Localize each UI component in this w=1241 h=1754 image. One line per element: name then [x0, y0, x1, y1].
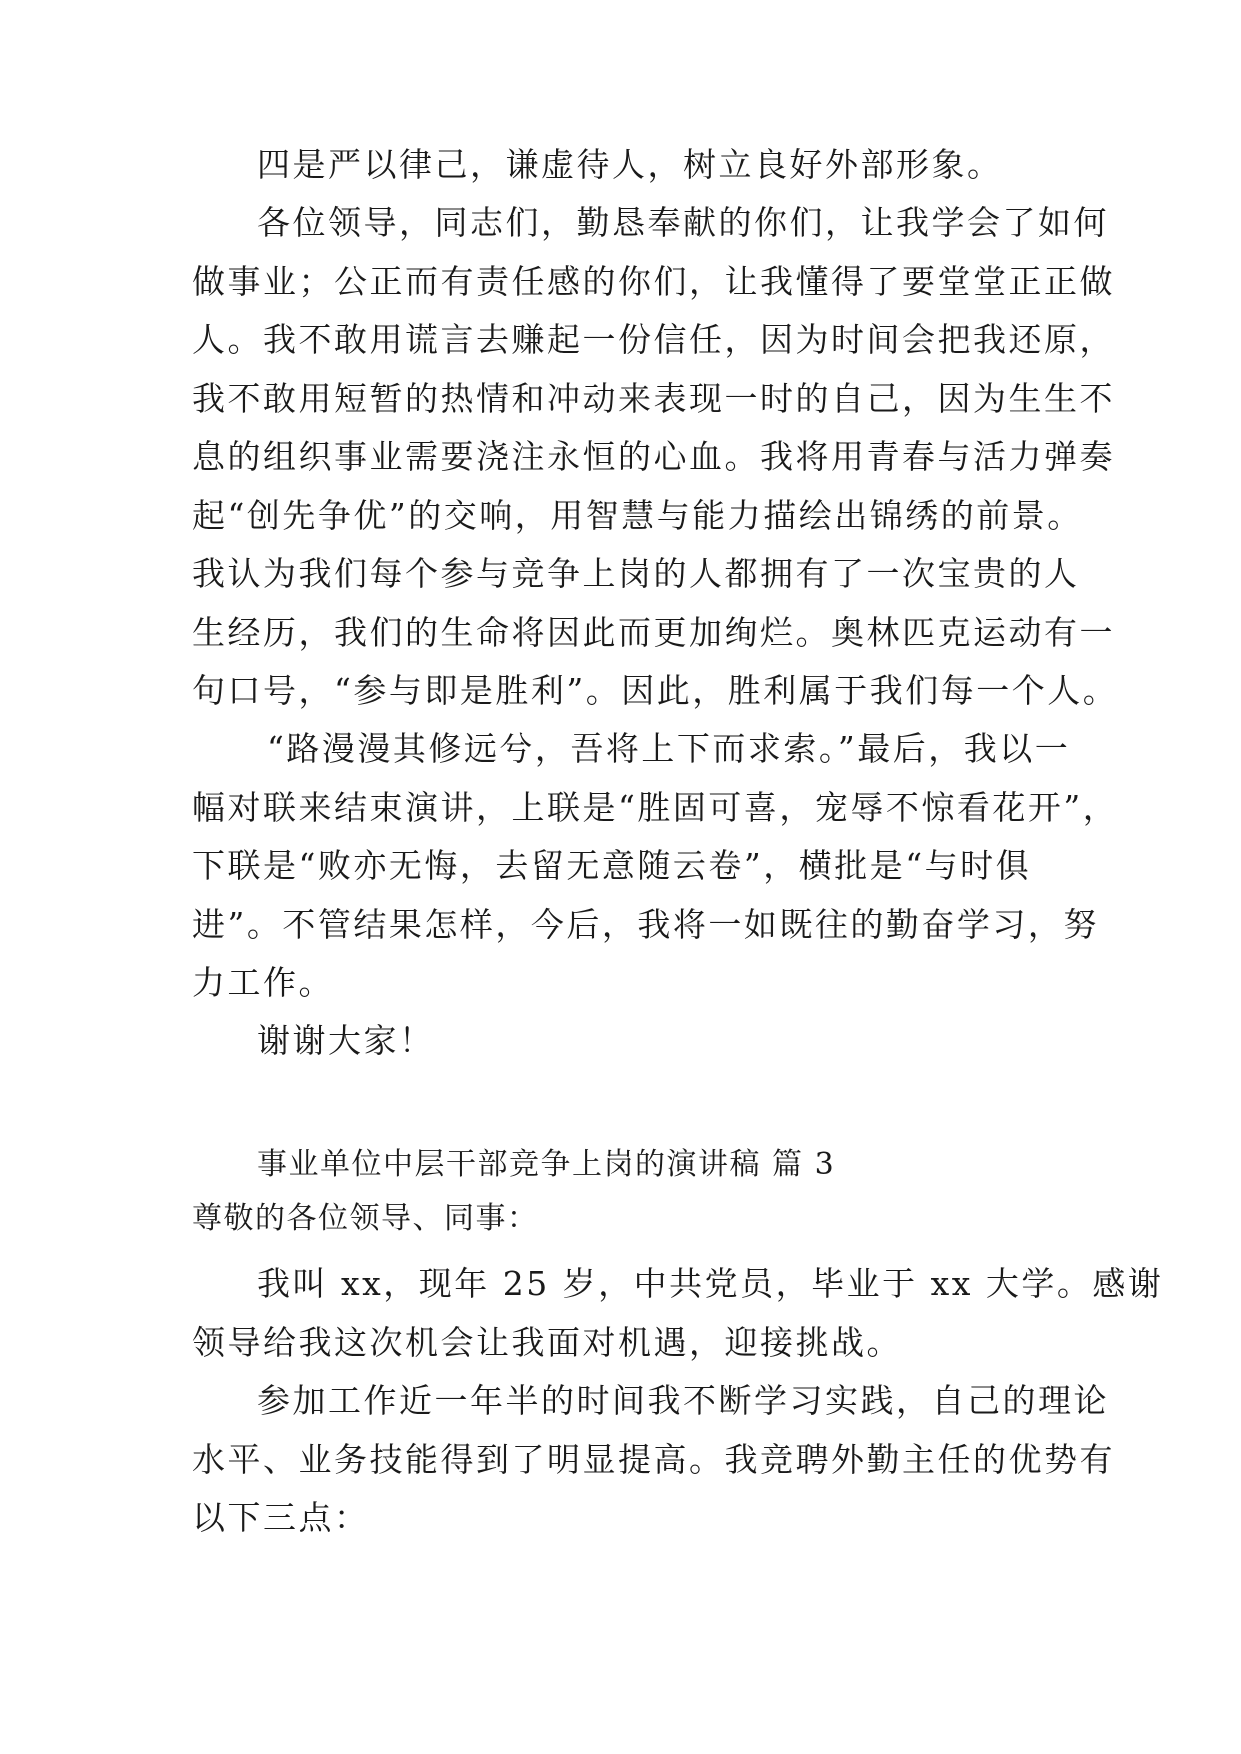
paragraph-thank-you [192, 1012, 1092, 1071]
paragraph-line: 以下三点： [192, 1498, 370, 1537]
paragraph-line: 下联是“败亦无悔，去留无意随云卷”，横批是“与时俱 [192, 846, 1032, 885]
paragraph-line: 息的组织事业需要浇注永恒的心血。我将用青春与活力弹奏 [192, 437, 1115, 476]
paragraph-line: 领导给我这次机会让我面对机遇，迎接挑战。 [192, 1322, 902, 1362]
paragraph-line: 参加工作近一年半的时间我不断学习实践，自己的理论 [257, 1381, 1109, 1420]
paragraph-line: 进”。不管结果怎样，今后，我将一如既往的勤奋学习，努 [192, 904, 1099, 944]
salutation [192, 1190, 1092, 1249]
paragraph-line: 做事业；公正而有责任感的你们，让我懂得了要堂堂正正做 [192, 261, 1115, 301]
paragraph-line: “路漫漫其修远兮，吾将上下而求索。”最后，我以一 [267, 729, 1071, 768]
paragraph-closing-thanks-colleagues [192, 194, 1119, 721]
section-heading [192, 1136, 1092, 1195]
paragraph-line: 力工作。 [192, 963, 334, 1002]
paragraph-rule-four [192, 136, 1092, 195]
paragraph-line: 生经历，我们的生命将因此而更加绚烂。奥林匹克运动有一 [192, 612, 1115, 652]
paragraph-couplet [192, 720, 1119, 1013]
paragraph-advantages [192, 1372, 1115, 1548]
paragraph-line: 人。我不敢用谎言去赚起一份信任，因为时间会把我还原， [192, 320, 1115, 359]
paragraph-line: 我不敢用短暂的热情和冲动来表现一时的自己，因为生生不 [192, 378, 1115, 418]
paragraph-line: 我叫 xx，现年 25 岁，中共党员，毕业于 xx 大学。感谢 [257, 1264, 1164, 1303]
paragraph-line: 水平、业务技能得到了明显提高。我竞聘外勤主任的优势有 [192, 1439, 1115, 1479]
paragraph-line: 四是严以律己，谦虚待人，树立良好外部形象。 [257, 145, 1003, 184]
paragraph-line: 各位领导，同志们，勤恳奉献的你们，让我学会了如何 [257, 203, 1109, 242]
paragraph-line: 幅对联来结束演讲，上联是“胜固可喜，宠辱不惊看花开”， [192, 787, 1119, 827]
paragraph-line: 起“创先争优”的交响，用智慧与能力描绘出锦绣的前景。 [192, 495, 1083, 535]
paragraph-line: 谢谢大家！ [257, 1021, 435, 1060]
section-title: 事业单位中层干部竞争上岗的演讲稿 篇 3 [257, 1147, 836, 1182]
paragraph-line: 我认为我们每个参与竞争上岗的人都拥有了一次宝贵的人 [192, 554, 1080, 593]
paragraph-self-intro [192, 1255, 1164, 1372]
paragraph-line: 句口号，“参与即是胜利”。因此，胜利属于我们每一个人。 [192, 671, 1119, 710]
salutation-line: 尊敬的各位领导、同事： [192, 1201, 539, 1236]
